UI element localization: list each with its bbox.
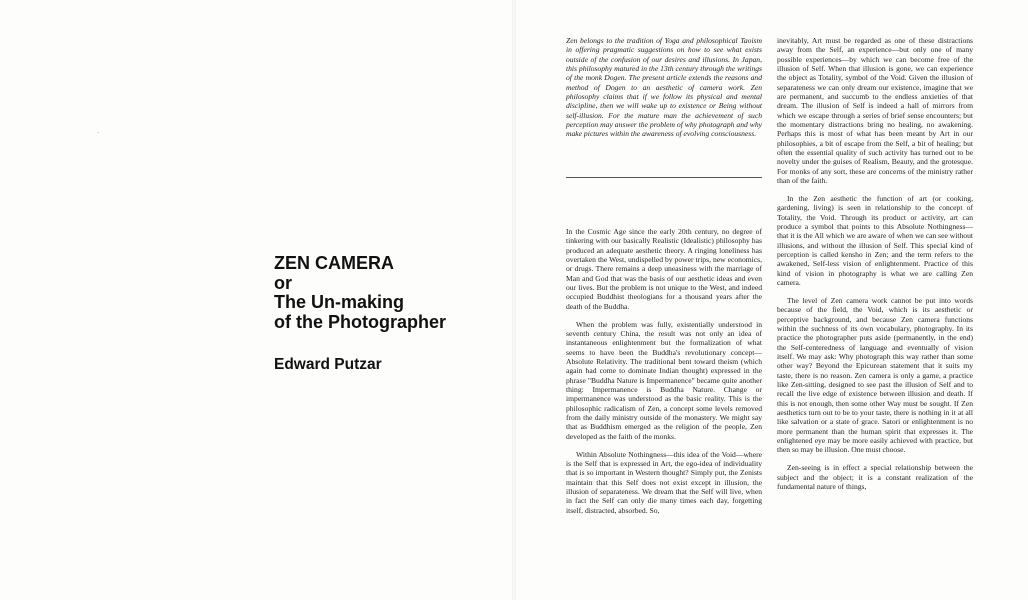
body-column-middle (566, 227, 762, 523)
paragraph: Zen-seeing is in effect a special relationship between the subject and the object; it is a constant realization of the fundamental nature of things, (777, 463, 973, 491)
page-speck (98, 132, 99, 133)
title-line: or (274, 272, 292, 293)
title-line: ZEN CAMERA (274, 253, 394, 273)
body-column-right (777, 36, 973, 500)
page-gutter (512, 0, 516, 600)
author-name: Edward Putzar (274, 356, 382, 373)
paragraph: The level of Zen camera work cannot be put into words because of the field, the Void, which is its aesthetic or perceptive background, and because Zen camera functions within the suchness of its own vocabulary, photography. In its practice the photographer puts aside (permanently, in the end) the Self-centeredness of language and eventually of vision itself. We may ask: Why photograph this way rather than some other way? Beyond the Epicurean statement that it suits my taste, there is no reason. Zen camera is only a game, a practice like Zen-sitting, designed to see past the illusion of Self and to recall the live edge of existence between illusion and death. If this is not enough, then some other Way must be sought. If Zen aesthetics turn out to be to your taste, there is nothing in it at all like salvation or a state of grace. Satori or enlightenment is no more permanent than the human spirit that expresses it. The enlightened eye may be more easily achieved with practice, but then so may be illusion. One must choose. (777, 295, 973, 455)
paragraph: In the Cosmic Age since the early 20th century, no degree of tinkering with our basically Realistic (Idealistic) philosophy has produced an adequate aesthetic theory. A ringing loneliness has overtaken the West, undispelled by power trips, new economics, or drugs. There remains a deep uneasiness with the marriage of Man and God that was the basis of our aesthetic ideas and even our lives. But the problem is not unique to the West, and indeed occupied Buddhist theologians for a thousand years after the death of the Buddha. (566, 227, 762, 311)
paragraph: In the Zen aesthetic the function of art (or cooking, gardening, living) is seen in relationship to the concept of Totality, the Void. Through its product or activity, art can produce a symbol that points to this Absolute Nothingness—that it is the All which we are aware of when we can see without illusions, and without the illusion of Self. This special kind of perception is called kensho in Zen; and the term refers to the awakened, Self-less vision of enlightenment. Practice of this kind of vision in photography is what we are calling Zen camera. (777, 194, 973, 288)
title-line: The Un-making (274, 292, 405, 312)
abstract (566, 36, 762, 139)
title-block (274, 254, 504, 374)
paragraph: When the problem was fully, existentially understood in seventh century China, the result was not only an idea of instantaneous enlightenment but the formalization of what seems to have been the Buddha's revolutionary concept—Absolute Relativity. The traditional bent toward theism (which again had come to dominate Indian thought) expressed in the phrase "Buddha Nature is Impermanence" became quite another thing: Impermanence is Buddha Nature. Change or impermanence was understood as the basic reality. This is the philosophic radicalism of Zen, a concept some levels removed from the daily ministry outside of the monastery. We might say that as Buddhism emerged as the religion of the people, Zen developed as the faith of the monks. (566, 319, 762, 441)
paragraph: Within Absolute Nothingness—this idea of the Void—where is the Self that is expressed in Art, the ego-idea of individuality that is so important in Western thought? Simply put, the Zenists maintain that this Self does not exist except in illusion, the illusion of separateness. We dream that the Self will live, when in fact the Self can only die many times each day, forgetting itself, distracted, absorbed. So, (566, 449, 762, 515)
abstract-divider (566, 177, 762, 178)
article-title (274, 254, 504, 332)
title-line: of the Photographer (274, 311, 446, 332)
paragraph: inevitably, Art must be regarded as one of these distractions away from the Self, an experience—but only one of many possible experiences—by which we can become free of the illusion of Self. When that illusion is gone, we can experience the object as Totality, symbol of the Void. Given the illusion of separateness we can only dream our existence, imagine that we are permanent, and succumb to the endless anxieties of that dream. The illusion of Self is indeed a hall of mirrors from which we escape through a series of brief sense encounters; but the momentary distractions bring no healing, no awakening. Perhaps this is most of what has been meant by Art in our philosophies, a bit of escape from the Self, a bit of healing; but often the essential quality of such activity has turned out to be novelty under the guises of Realism, Beauty, and the grotesque. For monks of any sort, these are concerns of the ministry rather than of the faith. (777, 36, 973, 186)
abstract-text: Zen belongs to the tradition of Yoga and philosophical Taoism in offering pragmatic suggestions on how to see what exists outside of the confusion of our desires and illusions. In Japan, this philosophy matured in the 13th century through the writings of the monk Dogen. The present article extends the reasons and method of Dogen to an aesthetic of camera work. Zen philosophy claims that if we follow its physical and mental discipline, then we will wake up to existence or Being without self-illusion. For the mature man the achievement of such perception may answer the problem of why photograph and why make pictures within the awareness of evolving consciousness. (566, 36, 762, 139)
